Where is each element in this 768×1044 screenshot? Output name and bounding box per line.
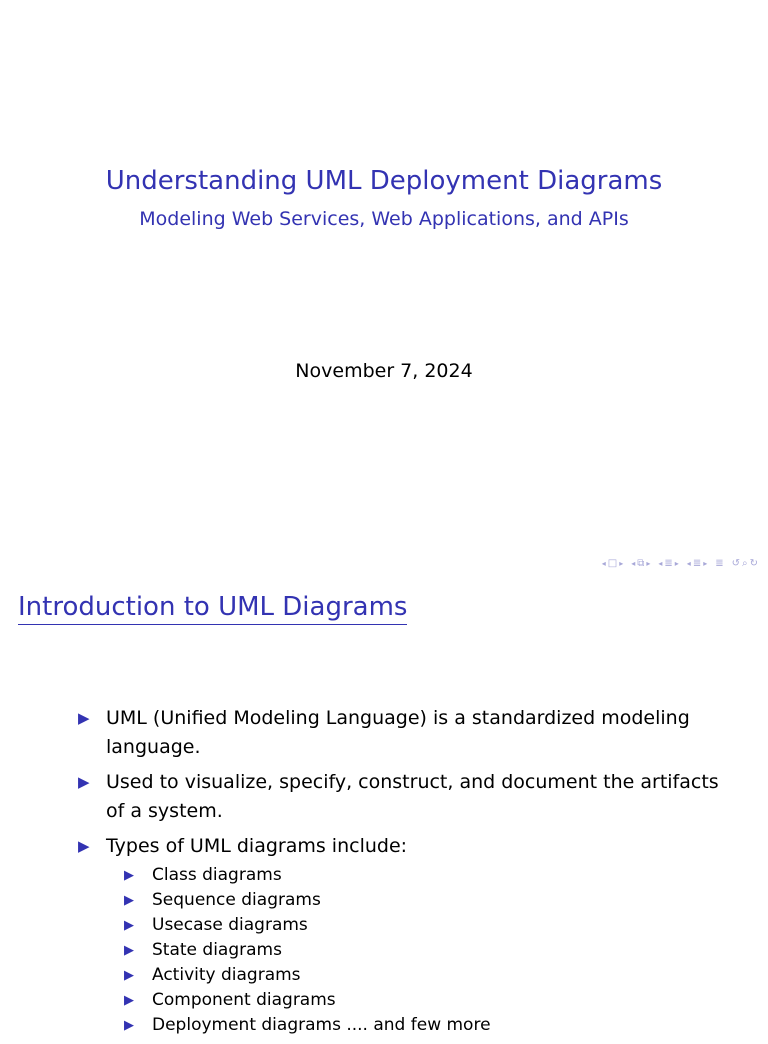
bullet-triangle-icon: ▶: [78, 709, 90, 727]
nav-next-arrow-icon[interactable]: ▸: [674, 558, 679, 568]
sub-list-item: [124, 938, 728, 963]
list-item: [78, 704, 728, 762]
bullet-triangle-icon: ▶: [78, 837, 90, 855]
section-icon[interactable]: ≣: [664, 557, 673, 569]
forward-icon[interactable]: ↻: [749, 557, 758, 569]
nav-next-arrow-icon[interactable]: ▸: [646, 558, 651, 568]
list-item-text: Used to visualize, specify, construct, and document the artifacts of a system.: [106, 771, 719, 822]
sub-list-item-text: State diagrams: [152, 940, 282, 960]
section-nav[interactable]: [658, 558, 678, 569]
sub-list-item-text: Sequence diagrams: [152, 890, 321, 910]
subsection-nav[interactable]: [631, 558, 650, 569]
sub-list-item-text: Activity diagrams: [152, 965, 301, 985]
navigation-bar: [596, 556, 758, 570]
list-item-text: Types of UML diagrams include:: [106, 835, 408, 857]
presentation-nav[interactable]: [687, 558, 707, 569]
search-nav[interactable]: [732, 558, 758, 569]
frame-icon[interactable]: □: [607, 557, 618, 569]
nav-next-arrow-icon[interactable]: ▸: [703, 558, 708, 568]
bullet-triangle-icon: ▶: [78, 773, 90, 791]
back-icon[interactable]: ↺: [731, 557, 740, 569]
nav-prev-arrow-icon[interactable]: ◂: [601, 558, 606, 568]
bullet-triangle-icon: ▶: [124, 893, 134, 908]
presentation-subtitle: Modeling Web Services, Web Applications, and APIs: [139, 208, 629, 230]
bullet-triangle-icon: ▶: [124, 1018, 134, 1033]
sub-list-item-text: Component diagrams: [152, 990, 336, 1010]
frame-nav[interactable]: [602, 558, 623, 569]
align-icon[interactable]: ≣: [715, 557, 724, 569]
sub-list-item: [124, 863, 728, 888]
sub-bullet-list: [106, 863, 728, 1038]
sub-list-item: [124, 888, 728, 913]
sub-list-item: [124, 963, 728, 988]
subsection-icon[interactable]: ⧉: [637, 557, 645, 569]
nav-prev-arrow-icon[interactable]: ◂: [686, 558, 691, 568]
sub-list-item-text: Deployment diagrams .... and few more: [152, 1015, 491, 1035]
intro-slide: [0, 576, 768, 1035]
bullet-triangle-icon: ▶: [124, 943, 134, 958]
nav-prev-arrow-icon[interactable]: ◂: [658, 558, 663, 568]
bullet-triangle-icon: ▶: [124, 918, 134, 933]
frame-title: Introduction to UML Diagrams: [18, 592, 407, 625]
search-icon[interactable]: ⌕: [742, 557, 748, 569]
sub-list-item-text: Class diagrams: [152, 865, 282, 885]
section-icon[interactable]: ≣: [692, 557, 702, 569]
bullet-list: [78, 704, 728, 1044]
list-item: [78, 768, 728, 826]
list-item-text: UML (Unified Modeling Language) is a standardized modeling language.: [106, 707, 690, 758]
presentation-title: Understanding UML Deployment Diagrams: [105, 166, 663, 196]
align-nav[interactable]: [715, 558, 723, 569]
list-item: [78, 832, 728, 1038]
bullet-triangle-icon: ▶: [124, 968, 134, 983]
sub-list-item: [124, 988, 728, 1013]
bullet-triangle-icon: ▶: [124, 993, 134, 1008]
nav-prev-arrow-icon[interactable]: ◂: [631, 558, 636, 568]
nav-next-arrow-icon[interactable]: ▸: [619, 558, 624, 568]
presentation-date: November 7, 2024: [295, 360, 473, 382]
sub-list-item: [124, 913, 728, 938]
sub-list-item: [124, 1013, 728, 1038]
sub-list-item-text: Usecase diagrams: [152, 915, 308, 935]
bullet-triangle-icon: ▶: [124, 868, 134, 883]
